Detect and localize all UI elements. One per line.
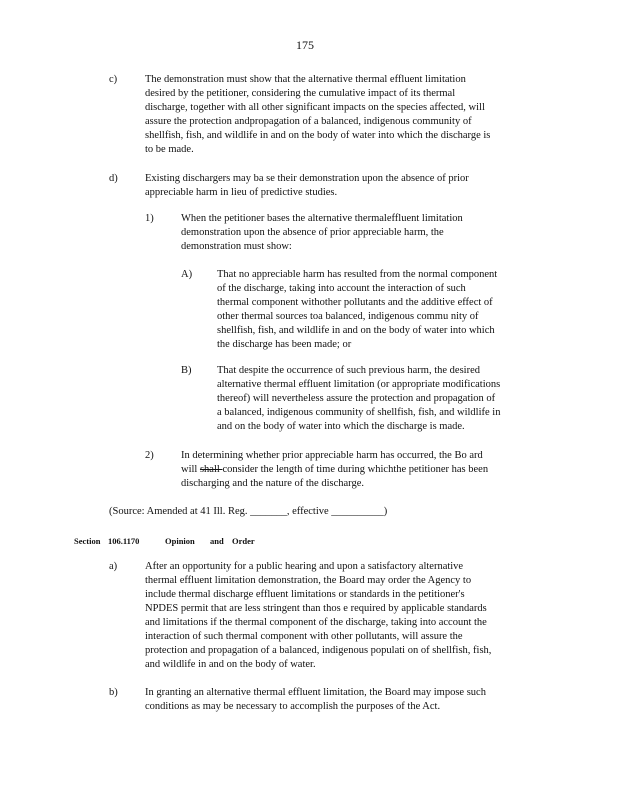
- inserted-text: will: [181, 464, 200, 475]
- paragraph-d-line: Existing dischargers may ba se their demonstration upon the absence of prior: [145, 173, 469, 184]
- subitem-a-line: That no appreciable harm has resulted from the normal component: [217, 269, 498, 280]
- section-title-word: and: [210, 536, 224, 546]
- subitem-b-label: B): [181, 365, 192, 376]
- item-1-line: When the petitioner bases the alternative thermaleffluent limitation: [181, 213, 463, 224]
- item-2-line-rest: consider the length of time during whichthe petitioner has been: [222, 464, 489, 475]
- item-1-line: demonstration upon the absence of prior appreciable harm, the: [181, 227, 444, 238]
- item-1-line: demonstration must show:: [181, 241, 292, 252]
- page-number: 175: [296, 38, 314, 52]
- subitem-b-line: thereof) will nevertheless assure the protection and propagation of: [217, 393, 496, 404]
- paragraph-c-line: discharge, together with all other significant impacts on the species affected, will: [145, 102, 485, 113]
- paragraph-a-label: a): [109, 561, 118, 572]
- subitem-b-line: a balanced, indigenous community of shellfish, fish, and wildlife in: [217, 407, 501, 418]
- item-2-line: discharging and the nature of the discharge.: [181, 478, 365, 489]
- subitem-a-line: other thermal sources toa balanced, indigenous commu nity of: [217, 311, 479, 322]
- paragraph-b-label: b): [109, 687, 118, 698]
- paragraph-a-line: interaction of such thermal component with other pollutants, will assure the: [145, 631, 463, 642]
- paragraph-a-line: and limitations if the thermal component of the discharge, taking into account the: [145, 617, 487, 628]
- paragraph-c-line: to be made.: [145, 144, 194, 155]
- paragraph-c-line: desired by the petitioner, considering the cumulative impact of its thermal: [145, 88, 456, 99]
- item-2-label: 2): [145, 450, 154, 461]
- struck-text: shall: [199, 464, 223, 475]
- subitem-a-line: thermal component withother pollutants and the additive effect of: [217, 297, 493, 308]
- subitem-a-line: of the discharge, taking into account the interaction of such: [217, 283, 466, 294]
- item-2-line-amended: [181, 463, 488, 477]
- paragraph-d-label: d): [109, 173, 118, 184]
- section-number: 106.1170: [108, 536, 140, 546]
- paragraph-b-line: In granting an alternative thermal effluent limitation, the Board may impose such: [145, 687, 486, 698]
- paragraph-a-line: NPDES permit that are less stringent than thos e required by applicable standards: [145, 603, 487, 614]
- paragraph-a-line: thermal effluent limitation demonstration, the Board may order the Agency to: [145, 575, 472, 586]
- section-label: Section: [74, 536, 101, 546]
- item-1-label: 1): [145, 213, 154, 224]
- paragraph-b-line: conditions as may be necessary to accomplish the purposes of the Act.: [145, 701, 441, 712]
- paragraph-a-line: and wildlife in and on the body of water.: [145, 659, 316, 670]
- subitem-b-line: alternative thermal effluent limitation (or appropriate modifications: [217, 379, 501, 390]
- paragraph-c-line: shellfish, fish, and wildlife in and on the body of water into which the discharge is: [145, 130, 491, 141]
- subitem-b-line: and on the body of water into which the discharge is made.: [217, 421, 465, 432]
- source-note: (Source: Amended at 41 Ill. Reg. _______, effective __________): [109, 506, 388, 517]
- section-title-word: Opinion: [165, 536, 195, 546]
- item-2-line: In determining whether prior appreciable harm has occurred, the Bo ard: [181, 450, 483, 461]
- paragraph-c-label: c): [109, 74, 118, 85]
- subitem-a-line: the discharge has been made; or: [217, 339, 352, 350]
- section-title-word: Order: [232, 536, 255, 546]
- paragraph-c-line: assure the protection andpropagation of a balanced, indigenous community of: [145, 116, 472, 127]
- subitem-a-line: shellfish, fish, and wildlife in and on the body of water into which: [217, 325, 495, 336]
- subitem-a-label: A): [181, 269, 193, 280]
- paragraph-a-line: include thermal discharge effluent limitations or standards in the petitioner's: [145, 589, 465, 600]
- paragraph-c-line: The demonstration must show that the alternative thermal effluent limitation: [145, 74, 466, 85]
- paragraph-a-line: After an opportunity for a public hearing and upon a satisfactory alternative: [145, 561, 464, 572]
- paragraph-a-line: protection and propagation of a balanced, indigenous populati on of shellfish, fish,: [145, 645, 492, 656]
- paragraph-d-line: appreciable harm in lieu of predictive studies.: [145, 187, 338, 198]
- subitem-b-line: That despite the occurrence of such previous harm, the desired: [217, 365, 480, 376]
